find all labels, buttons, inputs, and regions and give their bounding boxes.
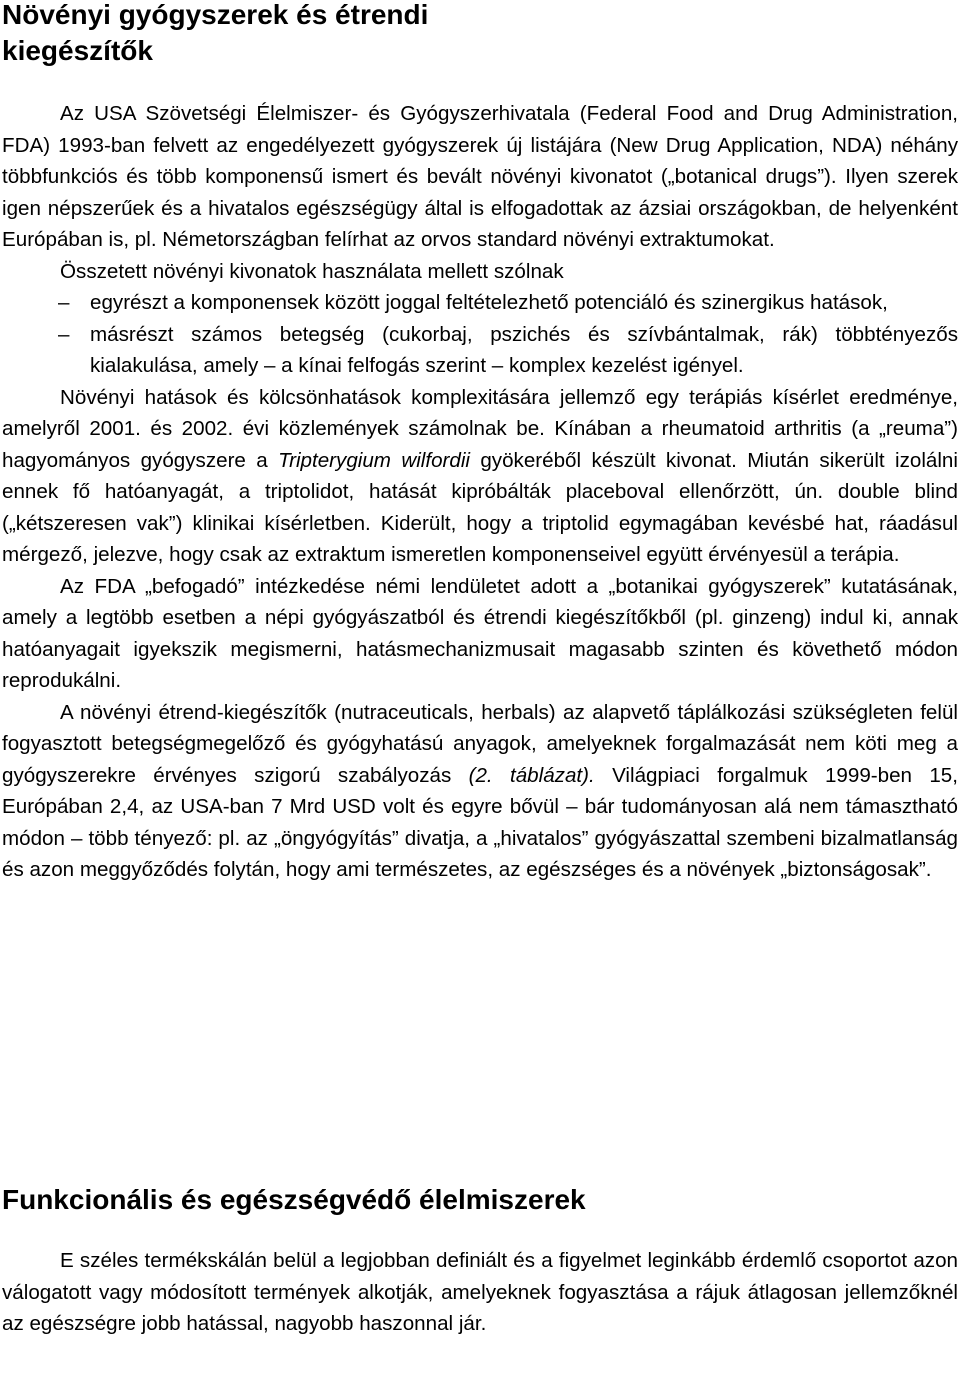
paragraph: Az USA Szövetségi Élelmiszer- és Gyógyszerhivatala (Federal Food and Drug Administration, FDA) 1993-ban felvett az engedélyezett gyógyszerek új listájára (New Drug Application, NDA) néhány többfunkciós és több komponensű ismert és bevált növényi kivonatot („botanical drugs”). Ilyen szerek igen népszerűek és a hivatalos egészségügy által is elfogadottak az ázsiai országokban, de helyenként Európában is, pl. Németországban felírhat az orvos standard növényi extraktumokat.	[2, 102, 958, 251]
paragraph-text: Világpiaci forgalmuk 1999-ben 15, Európában 2,4, az USA-ban 7 Mrd USD volt és egyre bővül – bár tudományosan alá nem támasztható módon – több tényező: pl. az „öngyógyítás” divatja, a „hivatalos” gyógyászattal szembeni bizalmatlanság és azon meggyőződés folytán, hogy ami természetes, az egészséges és a növények „biztonságosak”.	[2, 763, 958, 881]
dash-marker: –	[58, 322, 70, 346]
section-body	[2, 1245, 958, 1340]
section-body	[2, 98, 958, 886]
table-reference: (2. táblázat).	[468, 763, 595, 787]
paragraph	[2, 697, 958, 886]
section-heading: Funkcionális és egészségvédő élelmiszerek	[2, 1184, 586, 1215]
dash-marker: –	[58, 291, 70, 314]
list-item-text: másrészt számos betegség (cukorbaj, pszichés és szívbántalmak, rák) többtényezős kialakulása, amely – a kínai felfogás szerint – komplex kezelést igényel.	[90, 322, 958, 377]
list-item	[2, 319, 958, 382]
paragraph	[2, 382, 958, 571]
paragraph: E széles termékskálán belül a legjobban definiált és a figyelmet leginkább érdemlő csoportot azon válogatott vagy módosított termények alkotják, amelyeknek fogyasztása a rájuk átlagosan jellemzőknél az egészségre jobb hatással, nagyobb haszonnal jár.	[2, 1249, 958, 1335]
list-item-text: egyrészt a komponensek között joggal feltételezhető potenciáló és szinergikus hatások,	[90, 291, 888, 314]
paragraph-text: A növényi étrend-kiegészítők (nutraceuticals, herbals) az alapvető táplálkozási szükségleten felül fogyasztott betegségmegelőző és gyógyhatású anyagok, amelyeknek forgalmazását nem köti meg a gyógyszerekre érvényes szigorú szabályozás	[2, 700, 958, 787]
paragraph-text: gyökeréből készült kivonat. Miután sikerült izolálni ennek fő hatóanyagát, a triptolidot, hatását kipróbálták placeboval ellenőrzött, ún. double blind („kétszeresen vak”) klinikai kísérletben. Kiderült, hogy a triptolid egymagában kevésbé hat, ráadásul mérgező, jelezve, hogy csak az extraktum ismeretlen komponenseivel együtt érvényesül a terápia.	[2, 448, 958, 566]
list-item	[2, 287, 958, 319]
section-heading: Növényi gyógyszerek és étrendi kiegészítők	[2, 0, 429, 66]
paragraph-text: Növényi hatások és kölcsönhatások komplexitására jellemző egy terápiás kísérlet eredménye, amelyről 2001. és 2002. évi közlemények számolnak be. Kínában a rheumatoid arthritis (a „reuma”) hagyományos gyógyszere a	[2, 385, 958, 472]
paragraph: Az FDA „befogadó” intézkedése némi lendületet adott a „botanikai gyógyszerek” kutatásának, amely a legtöbb esetben a népi gyógyászatból és étrendi kiegészítőkből (pl. ginzeng) indul ki, annak hatóanyagait igyekszik megismerni, hatásmechanizmusait magasabb szinten és követhető módon reprodukálni.	[2, 574, 958, 692]
list-intro: Összetett növényi kivonatok használata mellett szólnak	[60, 259, 564, 283]
species-name: Tripterygium wilfordii	[278, 448, 470, 472]
dash-list	[2, 287, 958, 382]
